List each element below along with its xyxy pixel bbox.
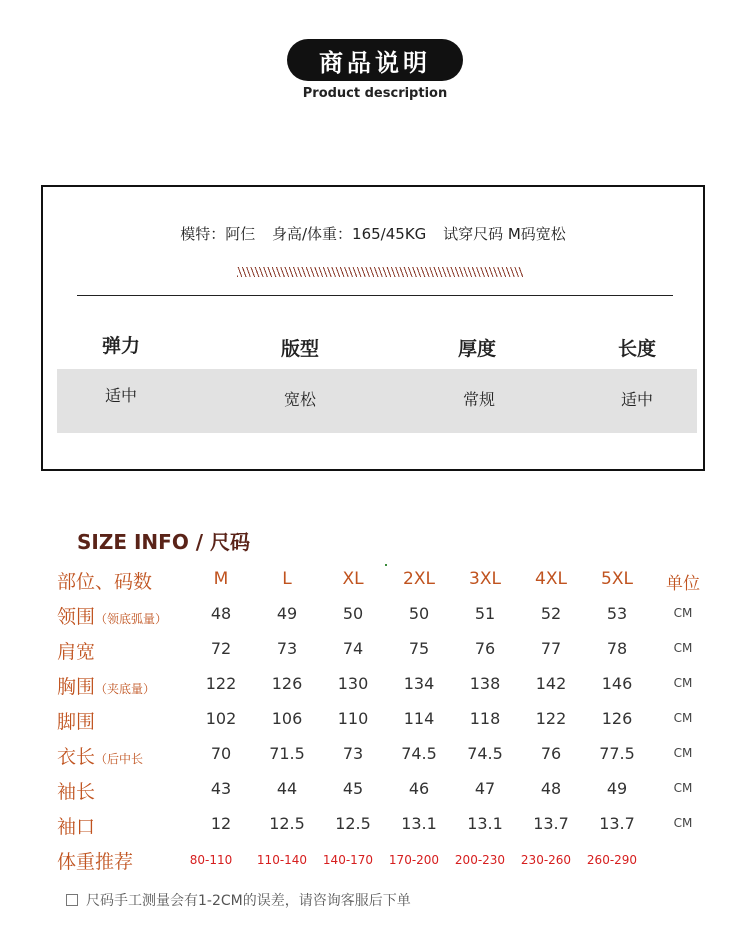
cell-value: 51	[474, 604, 496, 623]
attribute-label: 厚度	[457, 338, 496, 360]
size-name: 3XL	[469, 569, 501, 589]
cell-value: 48	[540, 779, 562, 798]
size-header-row	[0, 567, 750, 602]
model-name: 模特：阿仨	[180, 225, 256, 243]
row-label	[57, 812, 95, 839]
size-name: 2XL	[403, 569, 435, 589]
size-name: XL	[342, 569, 364, 589]
cell-value: 70	[210, 744, 232, 763]
cell-value: 50	[408, 604, 430, 623]
cell-value: 72	[210, 639, 232, 658]
row-label-text: 肩宽	[57, 641, 96, 663]
row-label	[57, 602, 167, 629]
row-label	[57, 777, 95, 804]
row-label	[57, 672, 155, 699]
cell-value: 73	[342, 744, 364, 763]
cell-value: 146	[601, 674, 633, 693]
table-row	[0, 602, 750, 637]
size-header-label: 部位、码数	[57, 571, 153, 593]
cell-value: 122	[205, 674, 237, 693]
attribute-label: 版型	[280, 338, 319, 360]
weight-range: 110-140	[256, 853, 308, 867]
cell-value: 44	[276, 779, 298, 798]
cell-value: 49	[276, 604, 298, 623]
table-row	[0, 637, 750, 672]
cell-value: 12	[210, 814, 232, 833]
unit-header: 单位	[666, 574, 700, 594]
model-fit: 试穿尺码 M码宽松	[443, 225, 566, 243]
attribute-labels	[57, 332, 697, 362]
attribute-value: 宽松	[283, 390, 316, 409]
row-label-text: 袖长	[57, 781, 96, 803]
cell-value: 74.5	[401, 744, 437, 763]
row-label-note: （后中长	[95, 752, 144, 766]
weight-range: 230-260	[520, 853, 572, 867]
cell-value: 130	[337, 674, 369, 693]
table-row	[0, 812, 750, 847]
cell-value: 43	[210, 779, 232, 798]
cell-value: 102	[205, 709, 237, 728]
table-row	[0, 707, 750, 742]
attribute-value: 适中	[104, 386, 137, 405]
row-label-text: 袖口	[57, 816, 96, 838]
weight-range: 140-170	[322, 853, 374, 867]
row-label-note: （夹底量）	[95, 682, 156, 696]
checkbox-icon	[66, 894, 78, 906]
row-label	[57, 707, 95, 734]
cell-value: 134	[403, 674, 435, 693]
size-name: M	[213, 569, 229, 589]
cell-unit: CM	[673, 781, 693, 795]
cell-unit: CM	[673, 816, 693, 830]
cell-unit: CM	[673, 641, 693, 655]
cell-value: 12.5	[335, 814, 371, 833]
cell-value: 48	[210, 604, 232, 623]
cell-value: 74	[342, 639, 364, 658]
cell-value: 78	[606, 639, 628, 658]
size-name: 4XL	[535, 569, 567, 589]
cell-value: 50	[342, 604, 364, 623]
row-label-note: （领底弧量）	[95, 612, 168, 626]
cell-value: 75	[408, 639, 430, 658]
cell-value: 73	[276, 639, 298, 658]
model-info-line	[43, 223, 703, 244]
weight-row	[0, 847, 750, 882]
weight-range: 260-290	[586, 853, 638, 867]
cell-value: 74.5	[467, 744, 503, 763]
cell-value: 52	[540, 604, 562, 623]
cell-value: 46	[408, 779, 430, 798]
size-name: L	[282, 569, 292, 589]
cell-value: 106	[271, 709, 303, 728]
cell-value: 142	[535, 674, 567, 693]
cell-value: 13.1	[401, 814, 437, 833]
cell-unit: CM	[673, 606, 693, 620]
cell-value: 47	[474, 779, 496, 798]
model-height-weight: 身高/体重：165/45KG	[272, 225, 427, 243]
table-row	[0, 777, 750, 812]
cell-unit: CM	[673, 711, 693, 725]
section-title: 商品说明	[319, 48, 431, 77]
cell-value: 13.7	[533, 814, 569, 833]
weight-range: 200-230	[454, 853, 506, 867]
weight-row-label: 体重推荐	[57, 851, 134, 873]
cell-value: 77	[540, 639, 562, 658]
attribute-values	[57, 387, 697, 417]
cell-value: 45	[342, 779, 364, 798]
cell-value: 138	[469, 674, 501, 693]
divider	[77, 295, 673, 296]
row-label-text: 衣长	[57, 746, 96, 768]
size-name: 5XL	[601, 569, 633, 589]
footnote-text: 尺码手工测量会有1-2CM的误差，请咨询客服后下单	[86, 893, 411, 909]
decorative-dot	[385, 564, 387, 566]
cell-value: 13.1	[467, 814, 503, 833]
table-row	[0, 742, 750, 777]
table-row	[0, 672, 750, 707]
attribute-value: 适中	[620, 390, 653, 409]
row-label-text: 脚围	[57, 711, 96, 733]
section-title-pill	[287, 39, 463, 81]
cell-value: 110	[337, 709, 369, 728]
section-subtitle: Product description	[302, 86, 448, 101]
cell-value: 118	[469, 709, 501, 728]
cell-unit: CM	[673, 746, 693, 760]
cell-value: 114	[403, 709, 435, 728]
weight-range: 80-110	[189, 853, 233, 867]
cell-value: 71.5	[269, 744, 305, 763]
size-info-title: SIZE INFO / 尺码	[77, 530, 251, 554]
cell-value: 126	[271, 674, 303, 693]
footnote	[66, 890, 411, 910]
cell-unit: CM	[673, 676, 693, 690]
weight-range: 170-200	[388, 853, 440, 867]
row-label	[57, 637, 95, 664]
cell-value: 122	[535, 709, 567, 728]
cell-value: 12.5	[269, 814, 305, 833]
attribute-label: 长度	[617, 338, 656, 360]
cell-value: 76	[540, 744, 562, 763]
attribute-label: 弹力	[101, 335, 140, 357]
row-label-text: 领围	[57, 606, 96, 628]
cell-value: 76	[474, 639, 496, 658]
cell-value: 49	[606, 779, 628, 798]
cell-value: 77.5	[599, 744, 635, 763]
cell-value: 126	[601, 709, 633, 728]
model-info-box	[41, 185, 705, 471]
decorative-hatch	[237, 267, 523, 277]
row-label	[57, 742, 143, 769]
cell-value: 53	[606, 604, 628, 623]
cell-value: 13.7	[599, 814, 635, 833]
attribute-value: 常规	[462, 390, 495, 409]
row-label-text: 胸围	[57, 676, 96, 698]
